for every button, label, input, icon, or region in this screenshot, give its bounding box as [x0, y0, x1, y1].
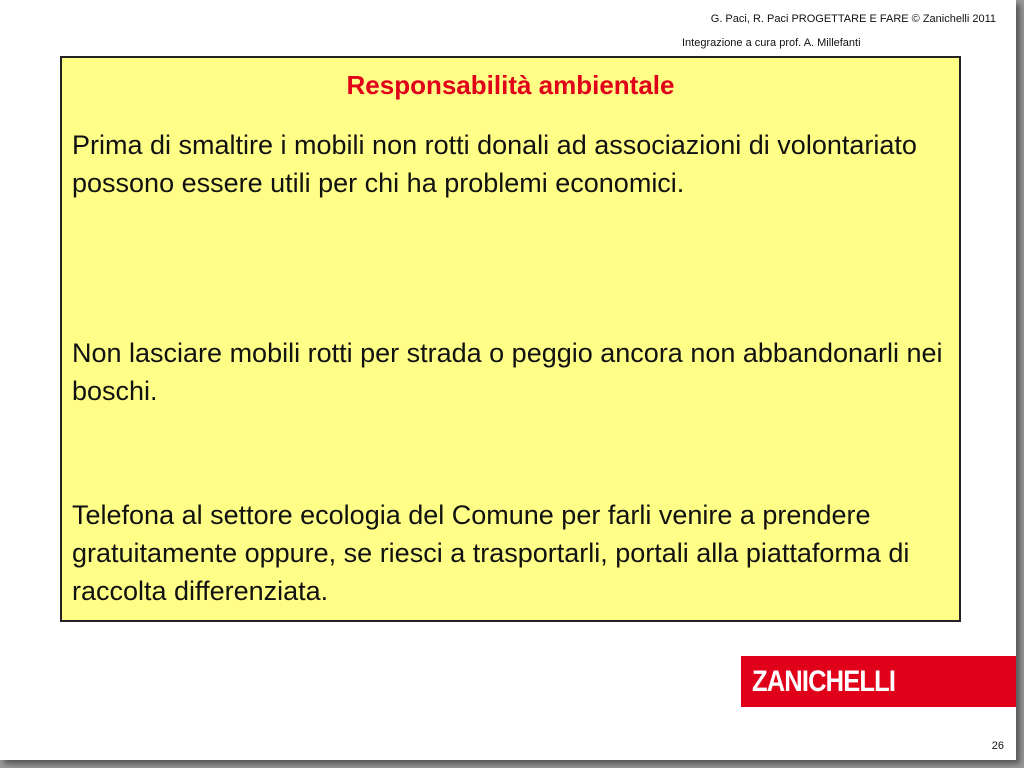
content-box: [60, 56, 961, 622]
page-number: 26: [991, 740, 1004, 752]
credit-line-secondary: Integrazione a cura prof. A. Millefanti: [682, 37, 861, 49]
zanichelli-logo: [741, 656, 1016, 707]
logo-text: ZANICHELLI: [752, 665, 896, 698]
slide-title: Responsabilità ambientale: [346, 70, 675, 100]
paragraph-call-municipality: Telefona al settore ecologia del Comune per farli venire a prendere gratuitamente oppure, se riesci a trasportarli, portali alla piattaforma di raccolta differenziata.: [72, 500, 910, 606]
credit-line: G. Paci, R. Paci PROGETTARE E FARE © Zanichelli 2011: [710, 13, 996, 25]
paragraph-donate: Prima di smaltire i mobili non rotti donali ad associazioni di volontariato possono essere utili per chi ha problemi economici.: [72, 130, 917, 198]
paragraph-no-abandon: Non lasciare mobili rotti per strada o peggio ancora non abbandonarli nei boschi.: [72, 338, 943, 406]
